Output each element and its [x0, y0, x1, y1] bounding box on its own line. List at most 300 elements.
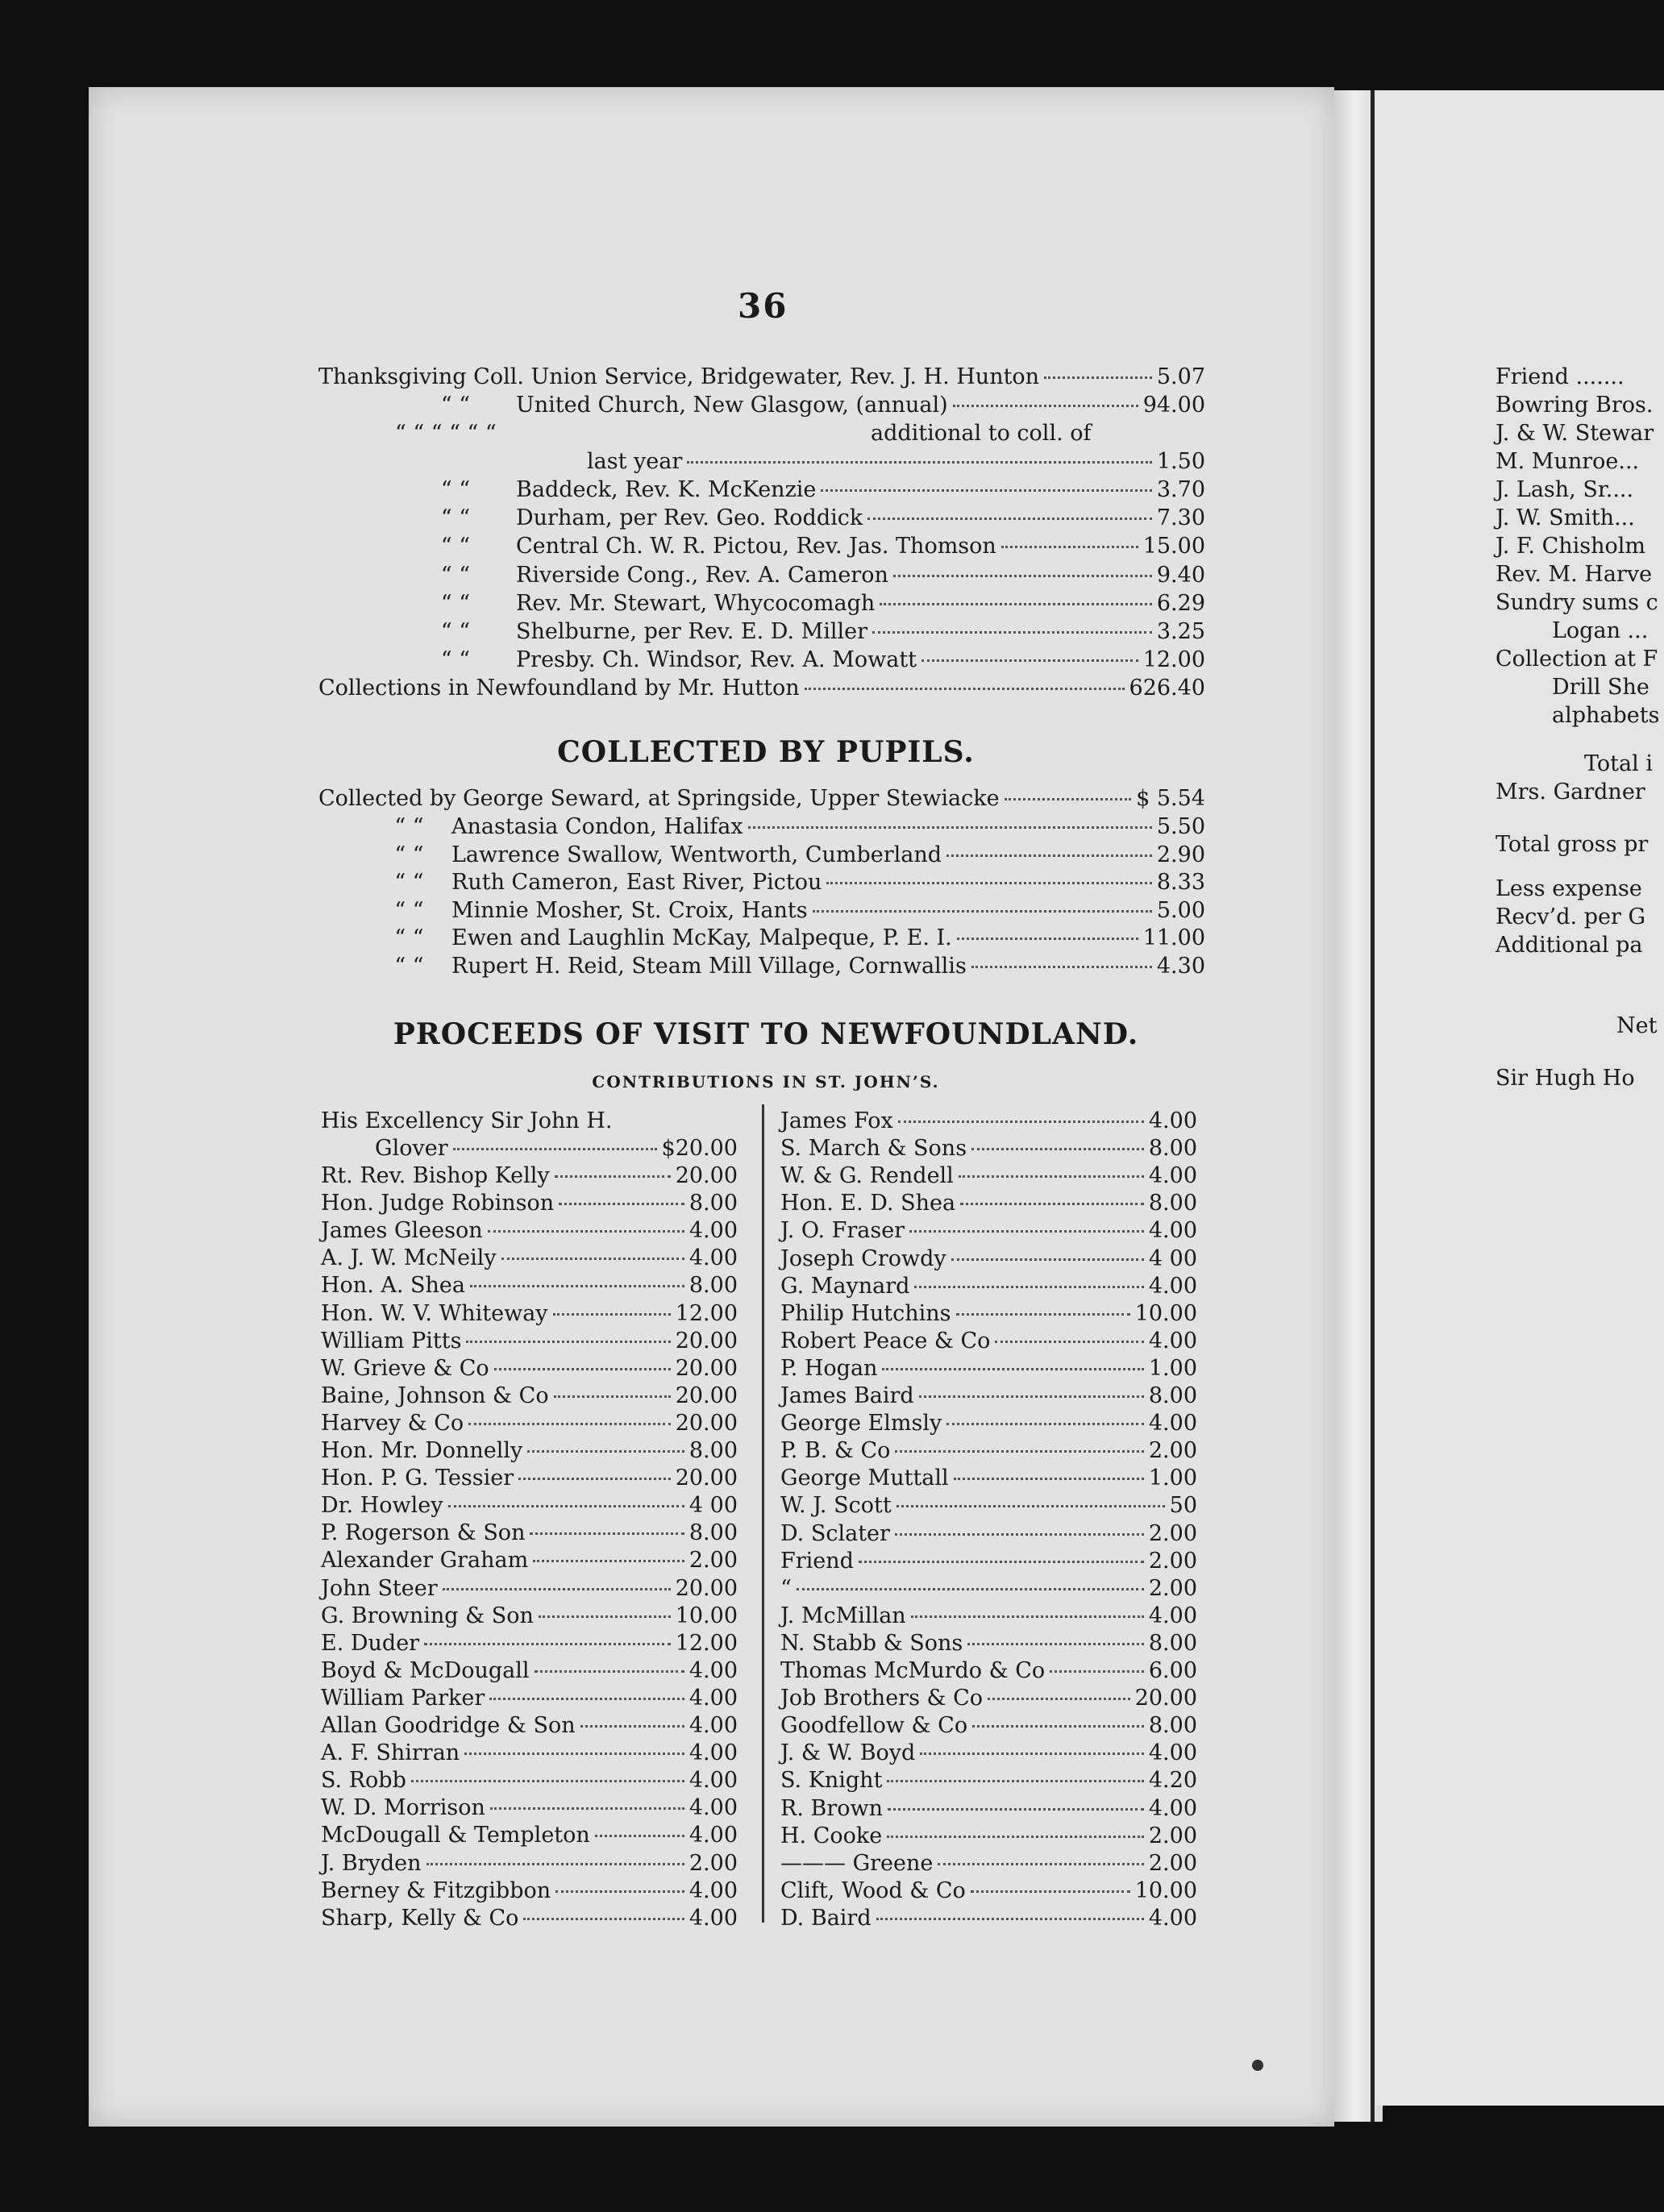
dot-leader [494, 1368, 671, 1370]
contribution-row [321, 1631, 738, 1656]
contributor-name: ——— Greene [780, 1850, 934, 1876]
ditto-marks: “ “ [394, 814, 424, 839]
ditto-marks: “ “ “ “ “ “ [395, 421, 497, 446]
ditto-marks: “ “ [440, 562, 471, 588]
contribution-amount: 4.00 [688, 1657, 738, 1683]
entry-label: additional to coll. of [871, 421, 1092, 446]
contribution-row [780, 1108, 1197, 1133]
contributor-name: J. O. Fraser [780, 1218, 905, 1244]
dot-leader [488, 1230, 684, 1233]
contribution-row [321, 1301, 738, 1326]
ditto-marks: “ “ [440, 590, 471, 616]
dot-leader [895, 1450, 1143, 1453]
contribution-amount: 4.00 [688, 1740, 738, 1766]
entry-amount: 1.50 [1156, 449, 1205, 474]
dot-leader [946, 854, 1152, 857]
contributor-name: Hon. W. V. Whiteway [321, 1300, 548, 1326]
contributor-name: P. Rogerson & Son [321, 1520, 526, 1546]
entry-amount: 4.30 [1156, 954, 1205, 979]
dot-leader [896, 1505, 1165, 1507]
dot-leader [466, 1341, 670, 1343]
contributor-name: Rt. Rev. Bishop Kelly [321, 1163, 550, 1188]
section-subheading: CONTRIBUTIONS IN ST. JOHN’S. [592, 1072, 940, 1091]
dot-leader [909, 1230, 1144, 1233]
contributor-name: S. March & Sons [780, 1136, 967, 1162]
contributor-name: W. D. Morrison [321, 1795, 485, 1821]
contribution-row [321, 1108, 740, 1133]
dot-leader [559, 1203, 684, 1205]
contribution-row [780, 1411, 1197, 1436]
contribution-row [321, 1273, 738, 1298]
contribution-amount: 4.00 [688, 1768, 738, 1794]
dot-leader [518, 1478, 671, 1480]
right-page-fragment: Sir Hugh Ho [1496, 1066, 1635, 1091]
entry-amount: 5.07 [1156, 364, 1205, 389]
contribution-amount: 8.00 [688, 1191, 738, 1216]
dot-leader [443, 1588, 671, 1590]
pupil-row [367, 870, 1205, 895]
contribution-amount: 20.00 [1134, 1686, 1197, 1711]
contribution-row [321, 1713, 738, 1738]
contributor-name: Thomas McMurdo & Co [780, 1658, 1046, 1683]
right-page-fragment: J. & W. Stewar [1496, 421, 1654, 446]
contribution-amount: 2.00 [1148, 1438, 1197, 1464]
contribution-amount: 2.00 [1148, 1575, 1197, 1601]
contributor-name: W. Grieve & Co [321, 1355, 489, 1381]
dot-leader [490, 1807, 684, 1810]
contribution-row [321, 1163, 738, 1188]
right-page-fragment: Sundry sums c [1496, 590, 1658, 615]
contributor-name: D. Sclater [780, 1520, 890, 1546]
ditto-marks: “ “ [394, 925, 424, 951]
contribution-row [780, 1274, 1197, 1299]
dot-leader [554, 1395, 671, 1398]
contributor-name: R. Brown [780, 1795, 883, 1821]
contributor-name: J. & W. Boyd [780, 1740, 916, 1766]
contributor-name: Sharp, Kelly & Co [321, 1905, 519, 1931]
contributor-name: His Excellency Sir John H. [321, 1108, 613, 1133]
dot-leader [826, 882, 1151, 884]
ditto-marks: “ “ [440, 393, 471, 418]
contribution-row [321, 1906, 738, 1931]
contribution-amount: 8.00 [688, 1520, 738, 1546]
contributor-name: Hon. P. G. Tessier [321, 1466, 514, 1491]
contributor-name: Boyd & McDougall [321, 1657, 530, 1683]
contribution-amount: 4.00 [1148, 1218, 1197, 1244]
contributor-name: Harvey & Co [321, 1410, 464, 1436]
contributor-name: Joseph Crowdy [780, 1245, 946, 1271]
entry-amount: 5.50 [1156, 814, 1205, 839]
ditto-marks: “ “ [394, 842, 424, 867]
contribution-amount: 2.00 [1148, 1548, 1197, 1574]
contribution-amount: 6.00 [1148, 1658, 1197, 1683]
contribution-amount: 20.00 [675, 1163, 738, 1188]
pupil-row [367, 954, 1205, 979]
contribution-amount: 20.00 [675, 1575, 738, 1601]
contribution-row [321, 1851, 738, 1876]
contributor-name: William Pitts [321, 1328, 462, 1353]
dot-leader [411, 1780, 684, 1782]
contribution-amount: 4.00 [688, 1877, 738, 1903]
contributor-name: Baine, Johnson & Co [321, 1382, 549, 1408]
contribution-amount: 4.00 [1148, 1273, 1197, 1299]
contributor-name: James Fox [780, 1108, 893, 1133]
entry-label: Collected by George Seward, at Springside, Upper Stewiacke [318, 786, 1000, 811]
contributor-name: Hon. Judge Robinson [321, 1191, 555, 1216]
thanksgiving-row [395, 421, 1205, 446]
dot-leader [893, 575, 1152, 577]
contribution-row [321, 1466, 738, 1491]
entry-amount: 3.70 [1156, 477, 1205, 502]
contribution-amount: 10.00 [1134, 1300, 1197, 1326]
entry-label: Collections in Newfoundland by Mr. Hutton [318, 676, 800, 701]
pupil-row [318, 786, 1205, 811]
dot-leader [882, 1368, 1143, 1370]
contribution-row [321, 1795, 738, 1820]
contribution-amount: 4.00 [1148, 1163, 1197, 1189]
dot-leader [911, 1615, 1144, 1618]
contributor-name: Dr. Howley [321, 1493, 443, 1519]
dot-leader [448, 1505, 684, 1507]
contribution-row [780, 1851, 1197, 1876]
contribution-amount: 4.00 [1148, 1603, 1197, 1628]
contribution-row [780, 1328, 1197, 1353]
ditto-marks: “ “ [394, 897, 424, 923]
contribution-amount: 4.00 [688, 1218, 738, 1244]
dot-leader [748, 826, 1152, 829]
contributor-name: S. Robb [321, 1768, 406, 1794]
contribution-row [780, 1136, 1197, 1161]
contributor-name: Glover [375, 1136, 448, 1161]
entry-label: Lawrence Swallow, Wentworth, Cumberland [451, 842, 942, 867]
contribution-amount: 4.00 [1148, 1108, 1197, 1133]
contribution-row [321, 1576, 738, 1601]
contribution-row [321, 1878, 738, 1903]
contribution-row [321, 1686, 738, 1711]
dot-leader [898, 1121, 1144, 1123]
right-page-fragment: Recv’d. per G [1496, 904, 1646, 929]
contribution-amount: 20.00 [675, 1466, 738, 1491]
dot-leader [956, 1313, 1130, 1316]
entry-amount: 6.29 [1156, 590, 1205, 616]
contribution-row [321, 1548, 738, 1573]
page-number: 36 [738, 286, 788, 326]
contribution-row [780, 1631, 1197, 1656]
contribution-row [780, 1521, 1197, 1546]
contribution-amount: 4.00 [1148, 1328, 1197, 1353]
right-page-fragment: Friend ....... [1496, 364, 1624, 389]
entry-label: Riverside Cong., Rev. A. Cameron [516, 562, 888, 588]
contribution-row [321, 1740, 738, 1765]
contribution-row [780, 1686, 1197, 1711]
contributor-name: Berney & Fitzgibbon [321, 1877, 551, 1903]
dot-leader [880, 603, 1152, 605]
dot-leader [960, 1203, 1144, 1205]
entry-amount: 9.40 [1156, 562, 1205, 588]
contribution-row [780, 1658, 1197, 1683]
entry-amount: 7.30 [1156, 505, 1205, 531]
right-page-fragment: J. W. Smith... [1496, 505, 1635, 530]
contributor-name: G. Maynard [780, 1273, 910, 1299]
contributor-name: E. Duder [321, 1630, 420, 1656]
column-divider [762, 1104, 764, 1923]
contributor-name: P. B. & Co [780, 1438, 891, 1464]
contribution-amount: 4.00 [688, 1795, 738, 1821]
ditto-marks: “ “ [440, 505, 471, 531]
contribution-amount: 4.00 [1148, 1905, 1197, 1931]
contribution-amount: 8.00 [688, 1438, 738, 1463]
dot-leader [464, 1753, 684, 1755]
contribution-amount: 8.00 [688, 1273, 738, 1299]
right-page-fragment: Collection at F [1496, 647, 1658, 672]
thanksgiving-row [395, 619, 1205, 644]
dot-leader [938, 1863, 1143, 1865]
contribution-amount: 20.00 [675, 1410, 738, 1436]
entry-amount: 5.00 [1156, 897, 1205, 923]
contribution-amount: 2.00 [1148, 1520, 1197, 1546]
dot-leader [533, 1560, 684, 1562]
contributor-name: N. Stabb & Sons [780, 1630, 963, 1656]
dot-leader [527, 1450, 684, 1453]
entry-amount: 11.00 [1142, 925, 1205, 951]
dot-leader [876, 1918, 1144, 1920]
contribution-amount: 8.00 [1148, 1136, 1197, 1162]
entry-amount: 8.33 [1156, 870, 1205, 896]
contribution-row [321, 1328, 738, 1353]
thanksgiving-row [395, 393, 1205, 418]
contribution-amount: 8.00 [1148, 1383, 1197, 1408]
contributor-name: W. J. Scott [780, 1493, 892, 1519]
contribution-amount: 8.00 [1148, 1713, 1197, 1739]
right-page-fragment: Net [1616, 1013, 1658, 1038]
contribution-row [780, 1466, 1197, 1491]
dot-leader [859, 1561, 1144, 1563]
contribution-amount: 50 [1169, 1493, 1197, 1519]
entry-label: Minnie Mosher, St. Croix, Hants [451, 897, 808, 923]
thanksgiving-row [318, 364, 1205, 389]
contributor-name: John Steer [321, 1575, 438, 1601]
section-heading: COLLECTED BY PUPILS. [557, 735, 975, 769]
contribution-amount: $20.00 [661, 1136, 738, 1161]
dot-leader [1044, 376, 1152, 379]
contribution-amount: 2.00 [688, 1850, 738, 1876]
entry-label: Rev. Mr. Stewart, Whycocomagh [516, 590, 876, 616]
contribution-amount: 4.00 [688, 1685, 738, 1711]
contribution-row [321, 1493, 738, 1518]
right-page-fragment: Rev. M. Harve [1496, 562, 1653, 587]
ditto-marks: “ “ [440, 534, 471, 559]
dot-leader [1001, 546, 1138, 548]
entry-label: Thanksgiving Coll. Union Service, Bridgewater, Rev. J. H. Hunton [318, 364, 1040, 389]
contributor-name: Robert Peace & Co [780, 1328, 991, 1353]
entry-label: Central Ch. W. R. Pictou, Rev. Jas. Thomson [516, 534, 996, 559]
dot-leader [813, 910, 1152, 913]
dot-leader [919, 1395, 1144, 1398]
dot-leader [954, 1478, 1144, 1480]
right-page-fragment: Drill She [1552, 675, 1649, 700]
dot-leader [530, 1532, 684, 1535]
contributor-name: S. Knight [780, 1768, 883, 1794]
pupil-row [367, 898, 1205, 923]
entry-label: Durham, per Rev. Geo. Roddick [516, 505, 863, 531]
entry-label: Anastasia Condon, Halifax [451, 814, 743, 839]
entry-amount: 12.00 [1142, 647, 1205, 673]
right-page-fragment: Total gross pr [1496, 832, 1649, 857]
pupil-row [367, 814, 1205, 839]
contributor-name: Allan Goodridge & Son [321, 1713, 576, 1738]
dot-leader [872, 631, 1152, 634]
dot-leader [424, 1643, 671, 1645]
contribution-row [780, 1301, 1197, 1326]
dot-leader [470, 1285, 684, 1287]
contribution-row [780, 1713, 1197, 1738]
ink-dot [1252, 2060, 1263, 2071]
contributor-name: D. Baird [780, 1905, 872, 1931]
contribution-amount: 10.00 [675, 1603, 738, 1628]
contribution-amount: 12.00 [675, 1630, 738, 1656]
dot-leader [687, 461, 1152, 464]
contribution-row [780, 1438, 1197, 1463]
contributor-name: W. & G. Rendell [780, 1163, 954, 1189]
dot-leader [821, 489, 1151, 492]
contribution-amount: 4.00 [1148, 1411, 1197, 1437]
dot-leader [501, 1258, 684, 1260]
contribution-row [321, 1383, 738, 1408]
dot-leader [921, 659, 1138, 662]
right-page-fragment: Logan ... [1552, 618, 1649, 643]
entry-amount: 2.90 [1156, 842, 1205, 867]
contribution-amount: 8.00 [1148, 1630, 1197, 1656]
entry-amount: 626.40 [1129, 676, 1205, 701]
right-page-fragment: Less expense [1496, 876, 1642, 901]
contribution-amount: 4 00 [688, 1493, 738, 1519]
dot-leader [967, 1643, 1144, 1645]
contribution-row [780, 1549, 1197, 1574]
contributor-name: William Parker [321, 1685, 485, 1711]
contributor-name: Hon. E. D. Shea [780, 1191, 956, 1216]
ditto-marks: “ “ [440, 619, 471, 644]
thanksgiving-row [395, 534, 1205, 559]
dot-leader [887, 1836, 1144, 1838]
contribution-row [321, 1823, 738, 1848]
dot-leader [946, 1423, 1144, 1425]
contributor-name: P. Hogan [780, 1355, 878, 1381]
entry-amount: 94.00 [1142, 393, 1205, 418]
contributor-name: Hon. A. Shea [321, 1273, 465, 1299]
thanksgiving-row [395, 563, 1205, 588]
contribution-amount: 1.00 [1148, 1466, 1197, 1491]
dot-leader [580, 1725, 684, 1728]
contributor-name: A. F. Shirran [321, 1740, 460, 1766]
contributor-name: A. J. W. McNeily [321, 1245, 497, 1271]
section-heading: PROCEEDS OF VISIT TO NEWFOUNDLAND. [393, 1017, 1139, 1051]
contributor-name: J. Bryden [321, 1850, 422, 1876]
contribution-amount: 4.20 [1148, 1768, 1197, 1794]
contributor-name: “ [780, 1575, 792, 1601]
thanksgiving-row [395, 647, 1205, 672]
contribution-row [321, 1603, 738, 1628]
dot-leader [957, 938, 1138, 940]
contributor-name: Hon. Mr. Donnelly [321, 1438, 523, 1463]
dot-leader [953, 405, 1138, 407]
contribution-row [780, 1768, 1197, 1793]
contribution-row [780, 1246, 1197, 1271]
contribution-row [780, 1796, 1197, 1821]
dot-leader [539, 1615, 671, 1618]
dot-leader [555, 1175, 671, 1178]
pupil-row [367, 925, 1205, 950]
contributor-name: G. Browning & Son [321, 1603, 534, 1628]
ditto-marks: “ “ [394, 870, 424, 896]
thanksgiving-row [587, 449, 1205, 474]
entry-label: United Church, New Glasgow, (annual) [516, 393, 948, 418]
contribution-amount: 8.00 [1148, 1191, 1197, 1216]
right-page-fragment: Mrs. Gardner [1496, 780, 1645, 805]
dot-leader [489, 1698, 684, 1700]
contribution-row [780, 1356, 1197, 1381]
contribution-row [321, 1218, 738, 1243]
contribution-amount: 2.00 [1148, 1823, 1197, 1848]
right-page-fragment: alphabets [1552, 703, 1660, 728]
contributor-name: H. Cooke [780, 1823, 883, 1848]
contributor-name: Goodfellow & Co [780, 1713, 968, 1739]
contributor-name: McDougall & Templeton [321, 1823, 590, 1848]
contribution-amount: 4.00 [688, 1245, 738, 1271]
contribution-row [780, 1878, 1197, 1903]
contribution-amount: 2.00 [1148, 1850, 1197, 1876]
entry-amount: $ 5.54 [1136, 786, 1205, 811]
ditto-marks: “ “ [440, 647, 471, 673]
contribution-row [780, 1218, 1197, 1243]
right-page-fragment: Additional pa [1496, 933, 1643, 958]
dot-leader [959, 1175, 1144, 1178]
entry-label: last year [587, 449, 683, 474]
contribution-row [321, 1191, 738, 1216]
dot-leader [426, 1863, 684, 1865]
contribution-row [321, 1356, 738, 1381]
pupil-row [367, 842, 1205, 867]
contributor-name: Philip Hutchins [780, 1300, 951, 1326]
dot-leader [797, 1588, 1144, 1590]
contribution-amount: 12.00 [675, 1300, 738, 1326]
right-page-fragment: M. Munroe... [1496, 449, 1640, 474]
contribution-row [780, 1906, 1197, 1931]
contribution-row [780, 1823, 1197, 1848]
contribution-row [321, 1411, 738, 1436]
contribution-amount: 20.00 [675, 1382, 738, 1408]
dot-leader [971, 1148, 1144, 1150]
contribution-row [321, 1768, 738, 1793]
contribution-row [780, 1191, 1197, 1216]
right-page-fragment: Bowring Bros. [1496, 393, 1654, 418]
contributor-name: James Gleeson [321, 1218, 483, 1244]
contribution-row [780, 1603, 1197, 1628]
contribution-row [780, 1383, 1197, 1408]
entry-label: Presby. Ch. Windsor, Rev. A. Mowatt [516, 647, 917, 673]
thanksgiving-row [395, 505, 1205, 530]
thanksgiving-row [395, 591, 1205, 616]
entry-amount: 15.00 [1142, 534, 1205, 559]
contribution-amount: 4.00 [1148, 1740, 1197, 1766]
contribution-amount: 4.00 [688, 1905, 738, 1931]
contribution-row [321, 1520, 738, 1545]
contribution-row [321, 1438, 738, 1463]
dot-leader [995, 1341, 1143, 1343]
thanksgiving-row [395, 477, 1205, 502]
contribution-amount: 4.00 [688, 1713, 738, 1738]
entry-label: Rupert H. Reid, Steam Mill Village, Cornwallis [451, 954, 967, 979]
dot-leader [523, 1918, 684, 1920]
